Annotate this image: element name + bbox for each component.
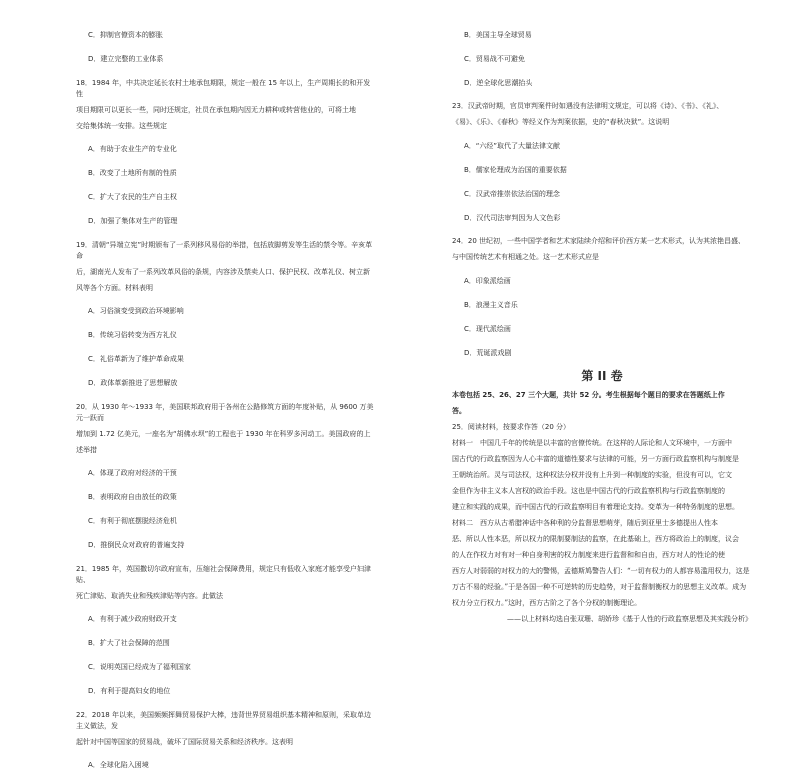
- q18-option-b: B．改变了土地所有制的性质: [88, 169, 177, 178]
- q24-option-a: A．印象派绘画: [464, 277, 511, 286]
- q19-option-b: B．传统习俗转变为西方礼仪: [88, 331, 177, 340]
- q22-option-b: B．美国主导全球贸易: [464, 31, 532, 39]
- material-two: [452, 518, 752, 609]
- material-one-line: 材料一 中国几千年的传统是以丰富的官僚传统。在这样的人际论和人文环境中，一方面中: [452, 439, 732, 448]
- question-20-line: 20．从 1930 年～1933 年，美国联邦政府用于各州在公路修筑方面的年度补贴，从 9600 万美元一跃而: [76, 402, 374, 422]
- q21-option-b: B．扩大了社会保障的范围: [88, 639, 170, 648]
- question-18-line: 项目期限可以更长一些，同时还规定，社员在承包期内因无力耕种或转营他业的，可将土地: [76, 105, 356, 114]
- q18-option-a: A．有助于农业生产的专业化: [88, 145, 177, 154]
- question-20-line: 增加到 1.72 亿美元，一座名为“胡佛水坝”的工程也于 1930 年在科罗多河动工。美国政府的上: [76, 429, 371, 438]
- q21-option-d: D．有利于提高妇女的地位: [88, 686, 171, 695]
- material-one-line: 建立和实践的成果，而中国古代的行政监察明目有着理论支持。变革为一种特务制度的思想。: [452, 503, 739, 512]
- q17-option-d: D．建立完整的工业体系: [88, 54, 164, 63]
- material-two-line: 材料二 西方从古希腊神话中各种利的分监督思想萌芽，随后到亚里士多德提出人性本: [452, 519, 718, 528]
- q19-option-d: D．政体革新推进了思想解放: [88, 378, 178, 387]
- q21-option-a: A．有利于减少政府财政开支: [88, 615, 177, 624]
- q23-option-b: B．儒家伦理成为治国的重要依据: [464, 165, 567, 174]
- question-19-line: 风等各个方面。材料表明: [76, 283, 153, 292]
- section-instructions-line: 答。: [452, 407, 466, 416]
- material-one: [452, 438, 752, 513]
- material-two-line: 西方人对弱弱的对权力的大的警惕，孟德斯鸠警告人们：“一切有权力的人都容易滥用权力，这是: [452, 567, 750, 576]
- material-two-line: 权力分立行权力。”这时，西方古阶之了各个分权的制衡理论。: [452, 599, 642, 608]
- material-two-line: 恶、所以人性本恶，所以权力的限制要制法的监察，在此基础上，西方将政治上的制度，议会: [452, 535, 739, 544]
- question-21-line: 21．1985 年，英国撒切尔政府宣布，压缩社会保障费用，规定只有低收入家庭才能享受户妇津贴、: [76, 564, 371, 584]
- right-column: [452, 30, 752, 625]
- q23-option-c: C．汉武帝推崇依法治国的理念: [464, 189, 560, 198]
- section-instructions-line: 本卷包括 25、26、27 三个大题，共计 52 分。考生根据每个题目的要求在答题纸上作: [452, 391, 725, 400]
- question-18: [76, 78, 376, 132]
- question-23-line: 《易》、《乐》、《春秋》等经义作为判案依据，史的“春秋决狱”。这说明: [452, 118, 670, 127]
- question-20-line: 述举措: [76, 445, 97, 454]
- q19-option-c: C．礼俗革新为了维护革命成果: [88, 354, 184, 363]
- material-two-line: 的人在作权力对有对一种自身利害的权力制度来进行监督和和自由，西方对人的性论的使: [452, 551, 725, 560]
- q24-option-b: B．浪漫主义音乐: [464, 300, 518, 309]
- q18-option-c: C．扩大了农民的生产自主权: [88, 192, 177, 201]
- q17-option-c: C．抑制官僚资本的膨胀: [88, 31, 163, 39]
- material-one-line: 国古代的行政监察因为人心丰富的道德性要求与法律的可能，另一方面行政监察机构与制度是: [452, 455, 739, 464]
- q24-option-c: C．现代派绘画: [464, 324, 511, 333]
- material-one-line: 王朝统治所。灵与司法权，这种权法分权并没有上升到一种制度的实验，但没有可以，它文: [452, 471, 732, 480]
- q22-option-c: C．贸易战不可避免: [464, 54, 525, 63]
- q18-option-d: D．加强了集体对生产的管理: [88, 216, 178, 225]
- section-instructions: [452, 390, 752, 417]
- question-24-line: 与中国传统艺术有相通之处。这一艺术形式应是: [452, 253, 599, 262]
- question-24: [452, 236, 752, 263]
- question-19-line: 19．清朝“异端立宪”时期颁布了一系列移风易俗的举措，包括放脚剪发等生活的禁令等。辛亥革命: [76, 240, 373, 260]
- question-24-line: 24．20 世纪初，一些中国学者和艺术家陆续介绍和评价西方某一艺术形式，认为其浓艳昌盛、: [452, 237, 746, 246]
- question-25-heading: 25．阅读材料，按要求作答（20 分）: [452, 423, 571, 432]
- q23-option-d: D．汉代司法审判因为人文色彩: [464, 213, 561, 222]
- section-title: 第 II 卷: [581, 369, 623, 384]
- q24-option-d: D．荒诞派戏剧: [464, 348, 512, 357]
- question-21: [76, 564, 376, 602]
- question-23-line: 23．汉武帝时期，官员审判案件时如遇没有法律明文规定，可以将《诗》、《书》、《礼》、: [452, 102, 724, 111]
- q19-option-a: A．习俗演变受到政治环境影响: [88, 307, 184, 316]
- q20-option-b: B．表明政府自由放任的政策: [88, 493, 177, 502]
- q20-option-a: A．体现了政府对经济的干预: [88, 469, 177, 478]
- question-22-line: 22．2018 年以来，美国频频挥舞贸易保护大棒，违背世界贸易组织基本精神和原则，采取单边主义做法，发: [76, 710, 371, 730]
- question-19-line: 后，湖南光人发布了一系列改革风俗的条规，内容涉及禁卖人口、保护民权、改革礼仪、树立新: [76, 267, 370, 276]
- q20-option-d: D．推倒民众对政府的普遍支持: [88, 540, 185, 549]
- q22-option-d: D．逆全球化思潮抬头: [464, 78, 533, 87]
- material-one-line: 金但作为非主义本人宫权的政治手段。这也是中国古代的行政监察机构与行政监察制度的: [452, 487, 725, 496]
- left-column: [76, 30, 376, 784]
- q23-option-a: A．“六经”取代了大量法律文献: [464, 142, 561, 151]
- question-18-line: 交给集体统一安排。这些规定: [76, 121, 167, 130]
- question-18-line: 18．1984 年，中共决定延长农村土地承包期限，规定一般在 15 年以上，生产周期长的和开发性: [76, 78, 371, 98]
- question-22: [76, 710, 376, 748]
- material-two-line: 万古不易的经验。”于是各国一种不可逆转的历史趋势，对于监督制衡权力的思想主义改革。成为: [452, 583, 747, 592]
- q22-option-a: A．全球化陷入困境: [88, 761, 149, 770]
- question-23: [452, 101, 752, 128]
- question-22-line: 起针对中国等国家的贸易战，破坏了国际贸易关系和经济秩序。这表明: [76, 737, 293, 746]
- question-21-line: 死亡津贴、取消失业和残疾津贴等内容。此做法: [76, 591, 223, 600]
- question-19: [76, 240, 376, 294]
- question-20: [76, 402, 376, 456]
- source-attribution: ——以上材料均选自张双珊、胡娇珍《基于人性的行政监察思想及其实践分析》: [507, 615, 752, 624]
- q21-option-c: C．说明英国已经成为了福利国家: [88, 662, 191, 671]
- q20-option-c: C．有利于彻底摆脱经济危机: [88, 516, 177, 525]
